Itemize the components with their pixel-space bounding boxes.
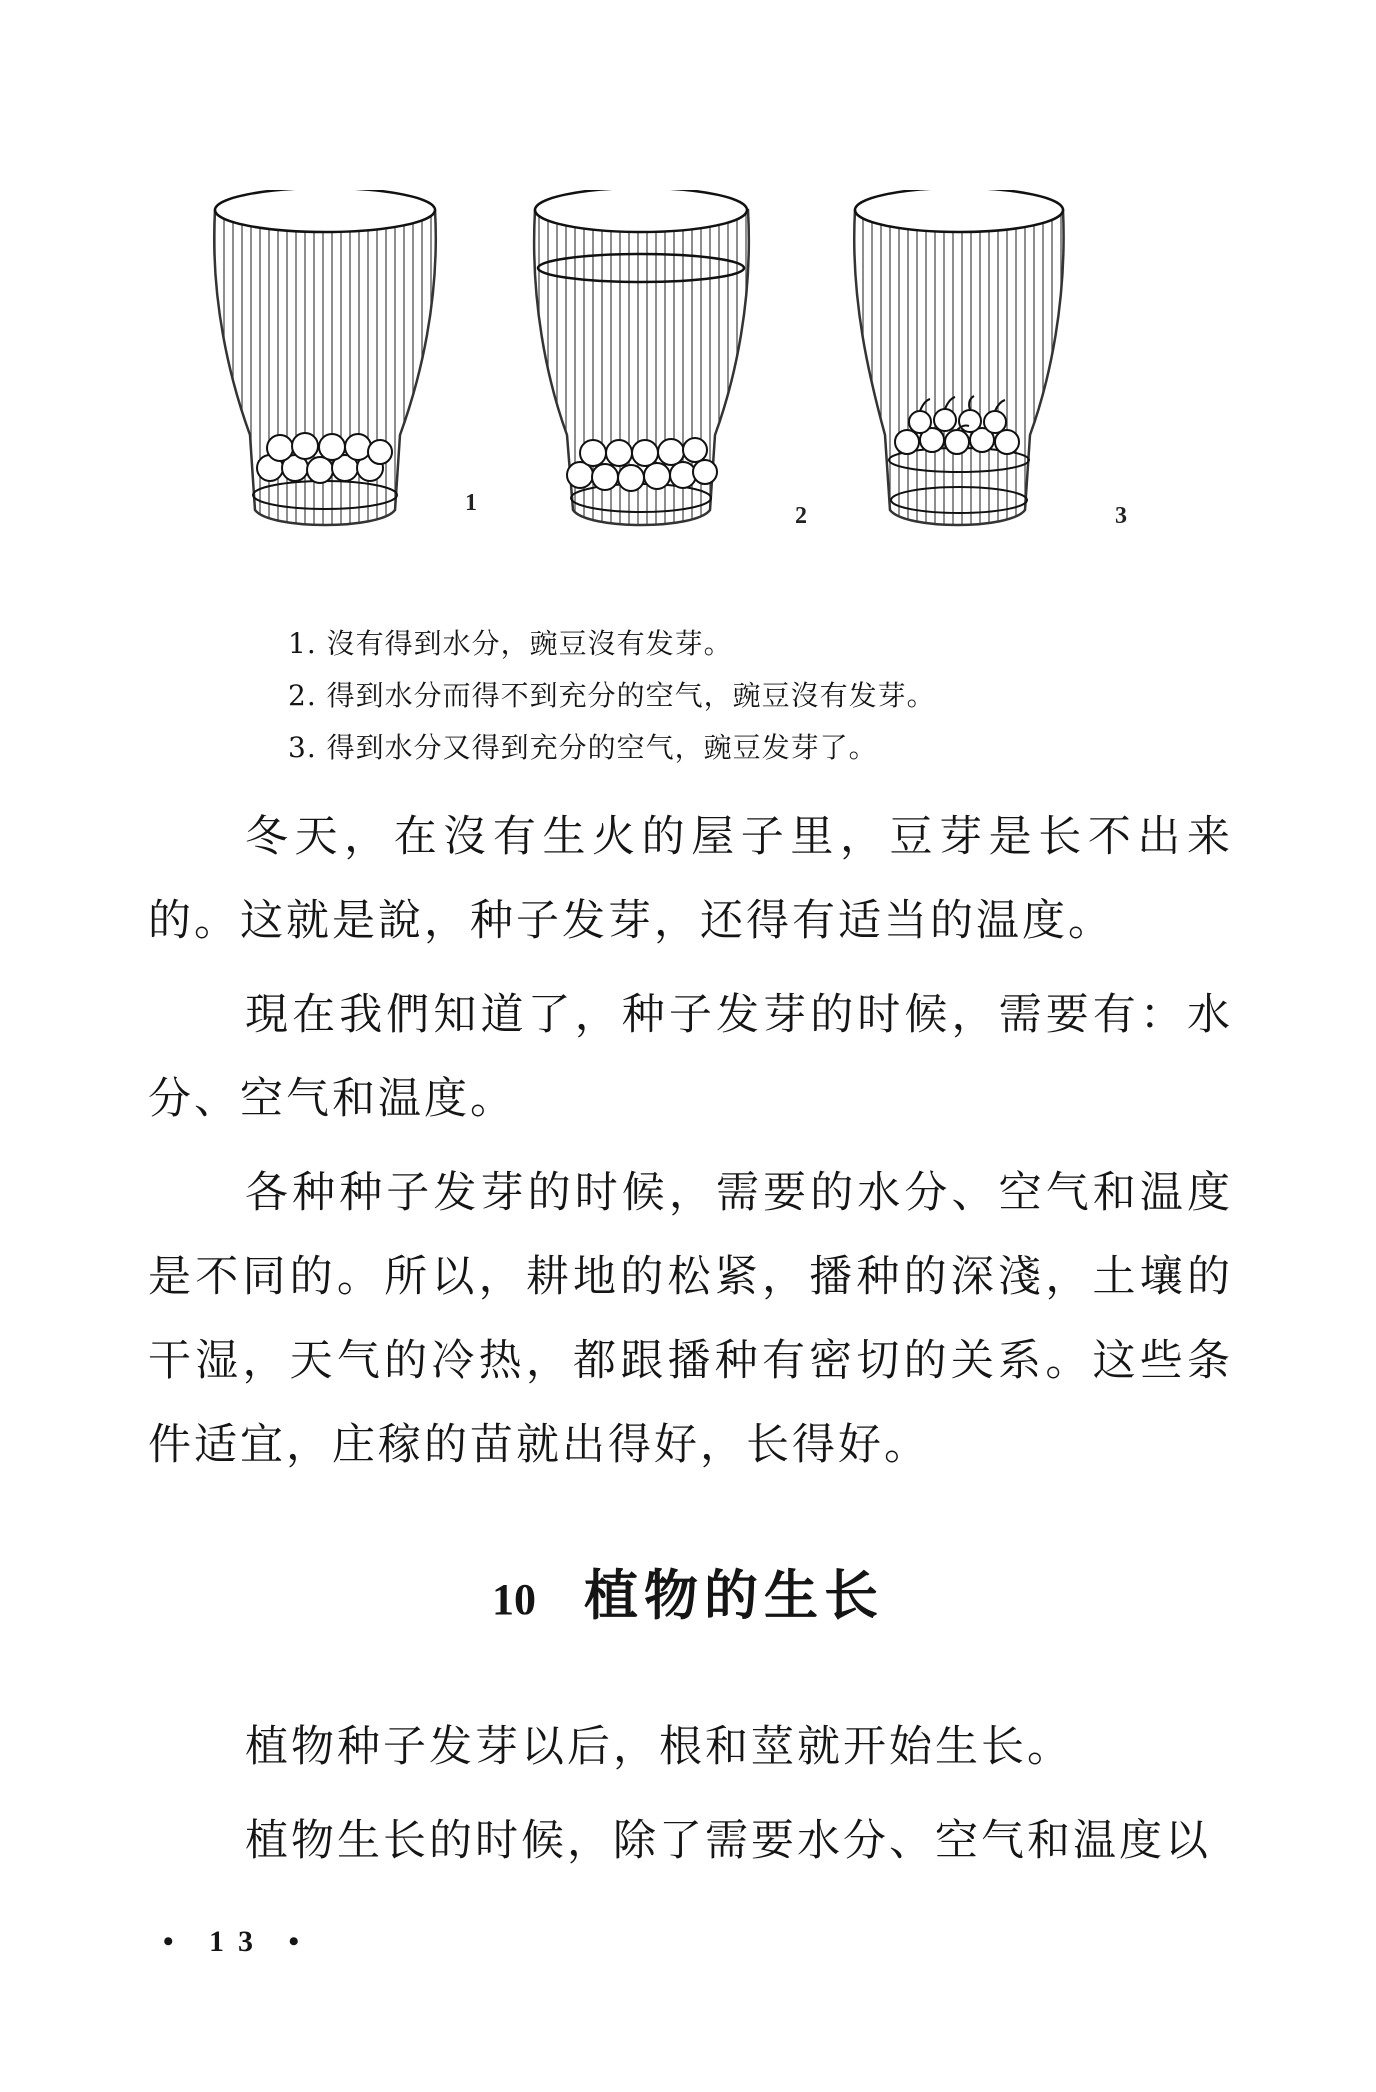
glass-2-submerged <box>534 190 749 525</box>
three-glasses-drawing <box>195 190 1185 585</box>
body-text-top <box>148 795 1233 1497</box>
caption-1: 1. 沒有得到水分，豌豆沒有发芽。 <box>288 627 733 660</box>
glass-3-label: 3 <box>1115 503 1127 529</box>
germination-illustration <box>195 190 1185 585</box>
section-number: 10 <box>492 1575 536 1624</box>
paragraph-conditions: 各种种子发芽的时候，需要的水分、空气和温度是不同的。所以，耕地的松紧，播种的深淺，土壤的干湿，天气的冷热，都跟播种有密切的关系。这些条件适宜，庄稼的苗就出得好，长得好。 <box>148 1168 1233 1470</box>
glass-3-sprouted <box>854 190 1063 525</box>
section-title: 植物的生长 <box>584 1563 884 1627</box>
body-text-bottom <box>148 1705 1233 1893</box>
caption-3: 3. 得到水分又得到充分的空气，豌豆发芽了。 <box>288 731 878 764</box>
figure-captions <box>288 618 1188 774</box>
paragraph-temperature: 冬天，在沒有生火的屋子里，豆芽是长不出来的。这就是說，种子发芽，还得有适当的温度。 <box>148 812 1233 946</box>
paragraph-growth-needs: 植物生长的时候，除了需要水分、空气和温度以 <box>245 1816 1211 1866</box>
section-heading <box>0 1553 1376 1630</box>
glass-1-label: 1 <box>465 490 477 516</box>
paragraph-requirements: 現在我們知道了，种子发芽的时候，需要有：水分、空气和温度。 <box>148 990 1233 1124</box>
page-number: • 13 • <box>163 1925 314 1958</box>
glass-1-dry <box>214 190 436 525</box>
paragraph-growth-start: 植物种子发芽以后，根和莖就开始生长。 <box>245 1722 1073 1772</box>
caption-2: 2. 得到水分而得不到充分的空气，豌豆沒有发芽。 <box>288 679 936 712</box>
glass-2-label: 2 <box>795 503 807 529</box>
